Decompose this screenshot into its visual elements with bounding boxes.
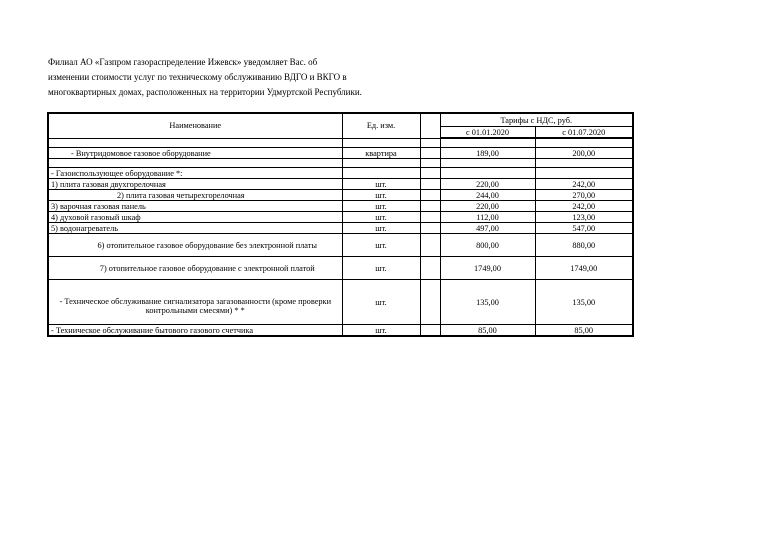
row-value-1: 1749,00 [440, 257, 535, 280]
row-unit: шт. [342, 201, 420, 212]
row-value-1: 220,00 [440, 179, 535, 190]
row-value-2: 200,00 [535, 148, 633, 159]
blank-row [48, 138, 633, 148]
table-row [48, 168, 633, 179]
row-unit: шт. [342, 234, 420, 257]
row-value-2: 547,00 [535, 223, 633, 234]
row-value-1: 85,00 [440, 325, 535, 337]
header-spacer [420, 113, 440, 138]
row-unit: квартира [342, 148, 420, 159]
header-date-1: с 01.01.2020 [440, 127, 535, 139]
table-row [48, 201, 633, 212]
table-row [48, 257, 633, 280]
row-name: 7) отопительное газовое оборудование с электронной платой [48, 257, 342, 280]
table-row [48, 190, 633, 201]
row-name: 3) варочная газовая панель [48, 201, 342, 212]
row-unit: шт. [342, 257, 420, 280]
notice-text [48, 55, 428, 100]
tariff-table [47, 112, 634, 337]
header-unit: Ед. изм. [342, 113, 420, 138]
table-row [48, 212, 633, 223]
row-value-1: 189,00 [440, 148, 535, 159]
row-unit: шт. [342, 190, 420, 201]
row-value-1: 135,00 [440, 280, 535, 325]
row-name: 6) отопительное газовое оборудование без электронной платы [48, 234, 342, 257]
header-name: Наименование [48, 113, 342, 138]
row-unit: шт. [342, 179, 420, 190]
table-row [48, 280, 633, 325]
row-value-2: 85,00 [535, 325, 633, 337]
row-name: 1) плита газовая двухгорелочная [48, 179, 342, 190]
table-row [48, 325, 633, 337]
row-value-1: 220,00 [440, 201, 535, 212]
row-name: 2) плита газовая четырехгорелочная [48, 190, 342, 201]
row-unit: шт. [342, 325, 420, 337]
table-row [48, 179, 633, 190]
row-value-1: 112,00 [440, 212, 535, 223]
table-row [48, 223, 633, 234]
row-unit: шт. [342, 280, 420, 325]
row-value-2: 880,00 [535, 234, 633, 257]
notice-line-3: многоквартирных домах, расположенных на территории Удмуртской Республики. [48, 87, 362, 97]
table-row [48, 148, 633, 159]
row-unit: шт. [342, 212, 420, 223]
row-name: 5) водонагреватель [48, 223, 342, 234]
row-value-2: 135,00 [535, 280, 633, 325]
blank-row [48, 159, 633, 168]
table-row [48, 234, 633, 257]
header-date-2: с 01.07.2020 [535, 127, 633, 139]
row-value-1: 497,00 [440, 223, 535, 234]
notice-line-1: Филиал АО «Газпром газораспределение Ижевск» уведомляет Вас. об [48, 57, 318, 67]
row-unit: шт. [342, 223, 420, 234]
group-title: - Газоиспользующее оборудование *: [48, 168, 342, 179]
row-value-1: 800,00 [440, 234, 535, 257]
row-name: - Техническое обслуживание бытового газового счетчика [48, 325, 342, 337]
row-value-2: 242,00 [535, 179, 633, 190]
row-value-2: 270,00 [535, 190, 633, 201]
row-value-2: 242,00 [535, 201, 633, 212]
header-row [48, 113, 633, 127]
header-tariffs: Тарифы с НДС, руб. [440, 113, 633, 127]
row-value-2: 1749,00 [535, 257, 633, 280]
row-name: - Техническое обслуживание сигнализатора загазованности (кроме проверки контрольными смесями) * * [48, 280, 342, 325]
row-name: - Внутридомовое газовое оборудование [48, 148, 342, 159]
row-value-1: 244,00 [440, 190, 535, 201]
row-value-2: 123,00 [535, 212, 633, 223]
row-name: 4) духовой газовый шкаф [48, 212, 342, 223]
notice-line-2: изменении стоимости услуг по техническому обслуживанию ВДГО и ВКГО в [48, 72, 347, 82]
